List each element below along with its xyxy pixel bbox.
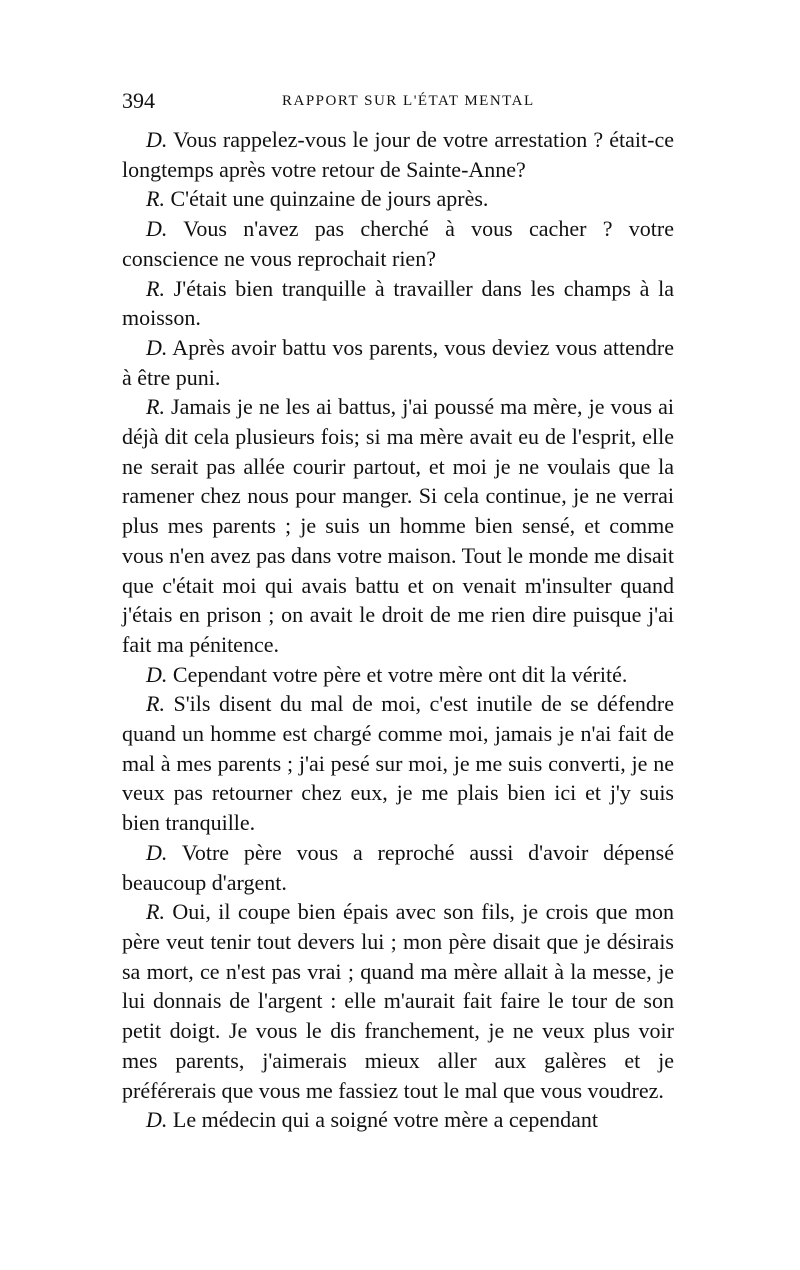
speaker-label: R. bbox=[146, 899, 165, 925]
dialogue-paragraph bbox=[122, 333, 674, 392]
speaker-label: D. bbox=[146, 661, 168, 687]
page-number: 394 bbox=[122, 88, 155, 113]
speaker-label: D. bbox=[146, 1107, 168, 1133]
speaker-label: R. bbox=[146, 186, 165, 212]
paragraph-text: Vous n'avez pas cherché à vous cacher ? votre conscience ne vous reprochait rien? bbox=[122, 216, 674, 271]
speaker-label: R. bbox=[146, 275, 165, 301]
dialogue-paragraph bbox=[122, 1105, 674, 1135]
speaker-label: R. bbox=[146, 394, 165, 420]
paragraph-text: Jamais je ne les ai battus, j'ai poussé ma mère, je vous ai déjà dit cela plusieurs fois; si ma mère avait eu de l'esprit, elle ne serait pas allée courir partout, et moi je ne voulais que la ramener chez nous pour manger. Si cela continue, je ne verrai plus mes parents ; je suis un homme bien sensé, et comme vous n'en avez pas dans votre maison. Tout le monde me disait que c'était moi qui avais battu et on venait m'insulter quand j'étais en prison ; on avait le droit de me rien dire puisque j'ai fait ma pénitence. bbox=[122, 394, 674, 657]
paragraph-text: Vous rappelez-vous le jour de votre arrestation ? était-ce longtemps après votre retour de Sainte-Anne? bbox=[122, 127, 674, 182]
paragraph-text: J'étais bien tranquille à travailler dans les champs à la moisson. bbox=[122, 275, 674, 331]
dialogue-paragraph bbox=[122, 689, 674, 838]
paragraph-text: Votre père vous a reproché aussi d'avoir dépensé beaucoup d'argent. bbox=[122, 839, 674, 895]
paragraph-text: Cependant votre père et votre mère ont dit la vérité. bbox=[167, 661, 628, 687]
paragraph-text: S'ils disent du mal de moi, c'est inutile de se défendre quand un homme est chargé comme moi, jamais je n'ai fait de mal à mes parents ; j'ai pesé sur moi, je me suis converti, je ne veux pas retourner chez eux, je me plais bien ici et j'y suis bien tranquille. bbox=[122, 691, 674, 836]
speaker-label: D. bbox=[146, 334, 168, 360]
paragraph-text: Oui, il coupe bien épais avec son fils, je crois que mon père veut tenir tout devers lui ; mon père disait que je désirais sa mort, ce n'est pas vrai ; quand ma mère allait à la messe, je lui donnais de l'argent : elle m'aurait fait faire le tour de son petit doigt. Je vous le dis franchement, je ne veux plus voir mes parents, j'aimerais mieux aller aux galères et je préférerais que vous me fassiez tout le mal que vous voudrez. bbox=[122, 899, 674, 1103]
speaker-label: D. bbox=[146, 839, 168, 865]
speaker-label: R. bbox=[146, 691, 165, 717]
dialogue-paragraph bbox=[122, 838, 674, 897]
dialogue-paragraph bbox=[122, 184, 674, 214]
dialogue-paragraph bbox=[122, 660, 674, 690]
dialogue-paragraph bbox=[122, 274, 674, 333]
paragraph-text: Après avoir battu vos parents, vous deviez vous attendre à être puni. bbox=[122, 334, 674, 390]
speaker-label: D. bbox=[146, 216, 168, 242]
paragraph-text: Le médecin qui a soigné votre mère a cependant bbox=[167, 1107, 599, 1133]
paragraph-text: C'était une quinzaine de jours après. bbox=[164, 186, 489, 212]
dialogue-paragraph bbox=[122, 214, 674, 273]
running-title: RAPPORT SUR L'ÉTAT MENTAL bbox=[282, 93, 535, 109]
dialogue-paragraph bbox=[122, 125, 674, 184]
body-text bbox=[122, 125, 674, 1135]
dialogue-paragraph bbox=[122, 392, 674, 659]
dialogue-paragraph bbox=[122, 897, 674, 1105]
running-head bbox=[122, 88, 678, 118]
speaker-label: D. bbox=[146, 127, 168, 152]
